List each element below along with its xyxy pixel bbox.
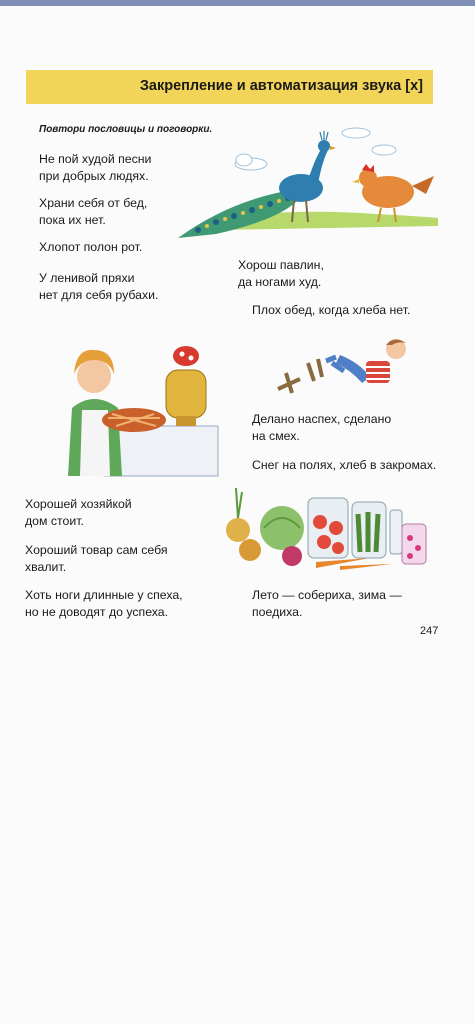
proverb-right-5: Лето — собериха, зима — поедиха. (252, 588, 402, 619)
section-header (26, 70, 433, 104)
peacock-hen-illustration (176, 126, 438, 246)
proverb-left-1: Не пой худой песни при добрых людях. (39, 152, 152, 183)
vegetables-jars-illustration (220, 478, 430, 570)
falling-boy-illustration (270, 333, 420, 401)
proverb-right-2: Плох обед, когда хлеба нет. (252, 303, 411, 317)
top-color-strip (0, 0, 475, 6)
instruction-text: Повтори пословицы и поговорки. (39, 124, 213, 135)
proverb-left-7: Хоть ноги длинные у спеха, но не доводят до успеха. (25, 588, 183, 619)
woman-samovar-illustration (64, 338, 226, 478)
proverb-left-4: У ленивой пряхи нет для себя рубахи. (39, 271, 159, 302)
proverb-right-3: Делано наспех, сделано на смех. (252, 412, 392, 443)
proverb-left-6: Хороший товар сам себя хвалит. (25, 543, 168, 574)
proverb-right-4: Снег на полях, хлеб в закромах. (252, 458, 437, 472)
proverb-left-5: Хорошей хозяйкой дом стоит. (25, 497, 132, 528)
proverb-left-2: Храни себя от бед, пока их нет. (39, 196, 148, 227)
section-title: Закрепление и автоматизация звука [х] (139, 78, 423, 94)
page-number: 247 (420, 625, 439, 637)
proverb-right-1: Хорош павлин, да ногами худ. (238, 258, 324, 289)
proverb-left-3: Хлопот полон рот. (39, 240, 143, 254)
